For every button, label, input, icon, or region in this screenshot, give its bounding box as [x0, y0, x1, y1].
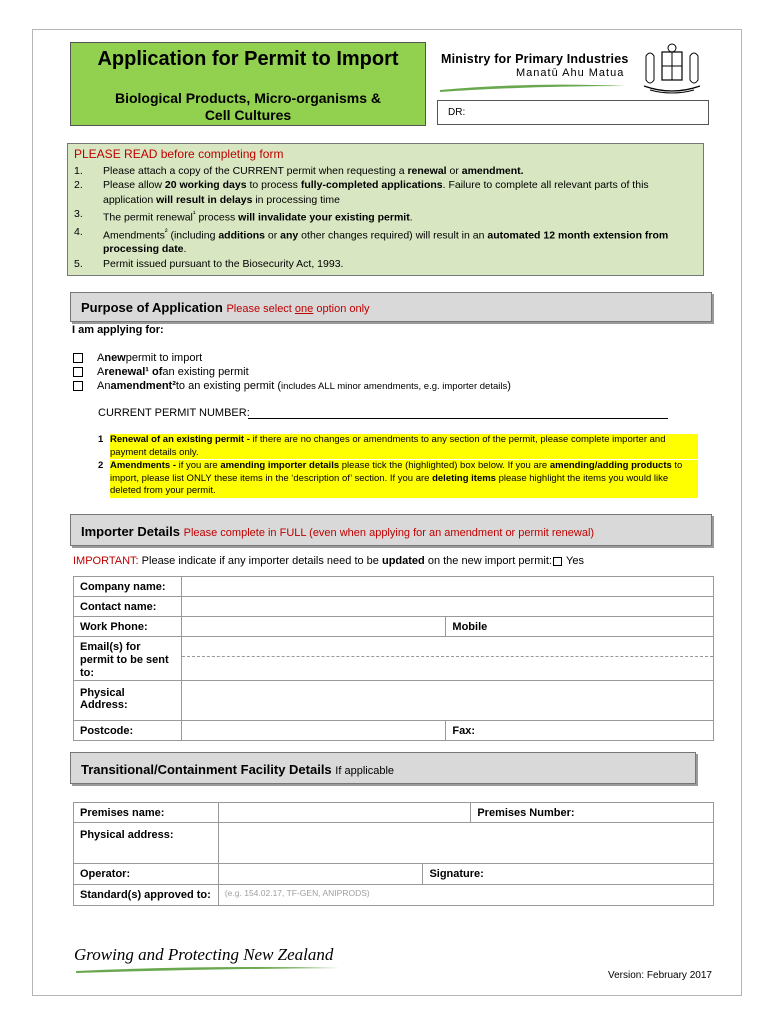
facility-address-label: Physical address: — [74, 823, 219, 864]
please-read-item — [74, 257, 694, 271]
please-read-item-number: 5. — [74, 257, 83, 270]
mobile-label: Mobile — [452, 621, 488, 633]
please-read-item — [74, 207, 694, 225]
update-yes-checkbox[interactable] — [553, 557, 562, 566]
dr-box[interactable] — [437, 100, 709, 125]
subtitle-line-2: Cell Cultures — [204, 107, 292, 123]
option-renewal[interactable]: A renewal¹ of an existing permit — [73, 366, 249, 378]
please-read-item — [74, 225, 694, 257]
form-title: Application for Permit to Import — [97, 48, 399, 70]
operator-label: Operator: — [74, 864, 219, 885]
operator-input[interactable] — [218, 864, 423, 885]
company-name-input[interactable] — [181, 577, 713, 597]
premises-name-input[interactable] — [218, 803, 470, 823]
dr-label: DR: — [448, 107, 466, 118]
footnote-renewal: 1 Renewal of an existing permit - if there are no changes or amendments to any section of the permit, please complete importer and payment details only. — [98, 434, 698, 459]
coat-of-arms-icon — [638, 42, 706, 98]
purpose-title-text: Purpose of Application — [81, 300, 223, 315]
facility-header — [70, 752, 696, 784]
footer-slogan: Growing and Protecting New Zealand — [74, 945, 334, 964]
please-read-list — [74, 164, 694, 271]
footnote-amendment: 2 Amendments - if you are amending importer details please tick the (highlighted) box below. If you are amending/adding products to import, please list ONLY these items in the ‘description of’ section. If you are deleting items please highlight the items you would like deleted from your permit. — [98, 460, 698, 498]
applying-for-label: I am applying for: — [72, 324, 164, 336]
emails-label: Email(s) for permit to be sent to: — [74, 637, 182, 681]
premises-number-cell[interactable] — [471, 803, 714, 823]
premises-number-label: Premises Number: — [477, 807, 575, 819]
please-read-item-number: 3. — [74, 207, 83, 220]
standards-input[interactable] — [218, 885, 713, 906]
version-label: Version: February 2017 — [608, 970, 712, 981]
form-subtitle — [71, 90, 425, 124]
mobile-cell[interactable] — [446, 617, 714, 637]
please-read-item-number: 4. — [74, 225, 83, 238]
please-read-item-number: 2. — [74, 179, 83, 192]
facility-address-input[interactable] — [218, 823, 713, 864]
please-read-item-text: The permit renewal$^{^1}$ process will invalidate your existing permit. — [103, 208, 413, 224]
please-read-rest: before completing form — [157, 147, 284, 161]
facility-title: Transitional/Containment Facility Details If applicable — [81, 762, 395, 777]
contact-name-label: Contact name: — [74, 597, 182, 617]
fax-cell[interactable] — [446, 721, 714, 741]
important-line: IMPORTANT: Please indicate if any importer details need to be updated on the new import permit: — [73, 555, 552, 567]
standards-label: Standard(s) approved to: — [74, 885, 219, 906]
amendment-checkbox[interactable] — [73, 381, 83, 391]
physical-address-label: Physical Address: — [74, 681, 182, 721]
importer-header — [70, 514, 712, 546]
physical-address-input[interactable] — [181, 681, 713, 721]
signature-cell[interactable] — [423, 864, 714, 885]
option-amendment[interactable]: An amendment² to an existing permit ( includes ALL minor amendments, e.g. importer details ) — [73, 380, 511, 392]
work-phone-input[interactable] — [181, 617, 446, 637]
work-phone-label: Work Phone: — [74, 617, 182, 637]
please-read-item-text: Please allow 20 working days to process fully-completed applications. Failure to complete all relevant parts of this application will result in delays in processing time — [103, 179, 649, 206]
purpose-note: Please select one option only — [226, 303, 370, 315]
please-read-item-text: Please attach a copy of the CURRENT permit when requesting a renewal or amendment. — [103, 165, 524, 177]
please-read-panel — [67, 143, 704, 276]
please-read-item-number: 1. — [74, 165, 83, 177]
standards-placeholder: (e.g. 154.02.17, TF-GEN, ANIPRODS) — [224, 888, 370, 898]
current-permit-input[interactable] — [248, 418, 668, 419]
renewal-checkbox[interactable] — [73, 367, 83, 377]
company-name-label: Company name: — [74, 577, 182, 597]
importer-title: Importer Details Please complete in FULL (even when applying for an amendment or permit renewal) — [81, 524, 595, 539]
premises-name-label: Premises name: — [74, 803, 219, 823]
fax-label: Fax: — [452, 725, 476, 737]
facility-table — [73, 802, 714, 906]
importer-note: Please complete in FULL (even when applying for an amendment or permit renewal) — [183, 527, 595, 539]
new-permit-checkbox[interactable] — [73, 353, 83, 363]
mpi-swoosh-icon — [438, 80, 628, 94]
purpose-title — [81, 300, 370, 315]
signature-label: Signature: — [429, 868, 484, 880]
contact-name-input[interactable] — [181, 597, 713, 617]
title-box — [70, 42, 426, 126]
subtitle-line-1: Biological Products, Micro-organisms & — [114, 90, 382, 106]
importer-table — [73, 576, 714, 741]
please-read-title — [74, 147, 283, 161]
facility-note: If applicable — [335, 765, 395, 777]
emails-input[interactable] — [181, 637, 713, 681]
purpose-header — [70, 292, 712, 322]
please-read-strong: PLEASE READ — [74, 147, 158, 161]
please-read-item — [74, 178, 694, 207]
footer-swoosh-icon — [74, 964, 344, 974]
please-read-item-text: Permit issued pursuant to the Biosecurity Act, 1993. — [103, 257, 344, 270]
please-read-item-text: Amendments$^{^2}$ (including additions or any other changes required) will result in an automated 12 month extension from processing date. — [103, 226, 669, 256]
ministry-maori-name: Manatū Ahu Matua — [516, 67, 625, 79]
postcode-input[interactable] — [181, 721, 446, 741]
current-permit-label: CURRENT PERMIT NUMBER: — [98, 407, 250, 419]
update-yes-option[interactable]: Yes — [553, 555, 584, 567]
ministry-name: Ministry for Primary Industries — [441, 52, 629, 66]
option-new-permit[interactable]: A new permit to import — [73, 352, 202, 364]
postcode-label: Postcode: — [74, 721, 182, 741]
please-read-item — [74, 164, 694, 178]
